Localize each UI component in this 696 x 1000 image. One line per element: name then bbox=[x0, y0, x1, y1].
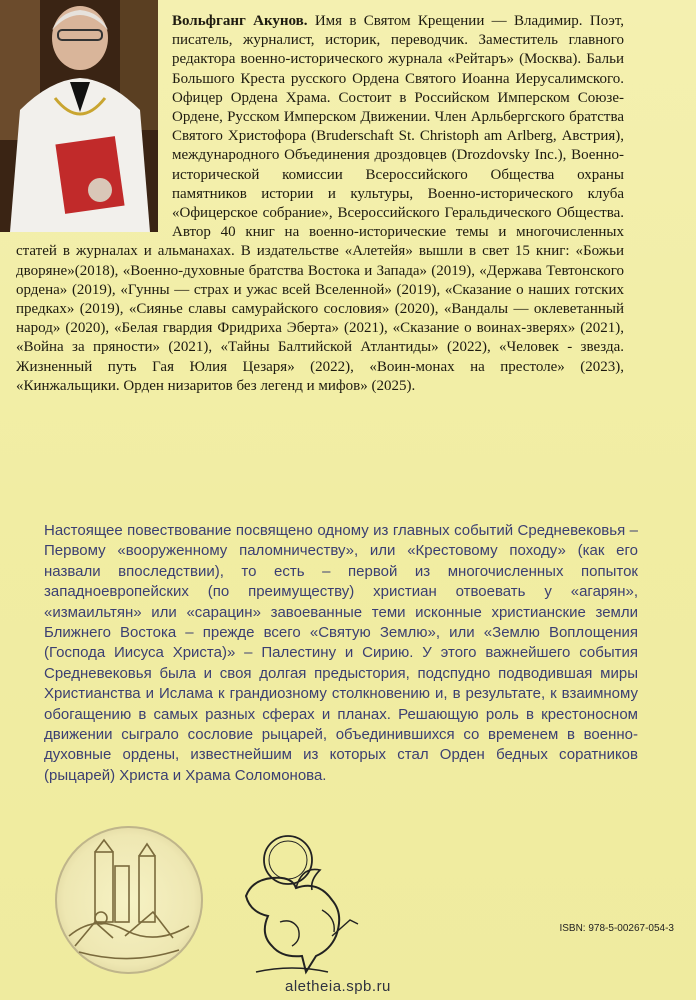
author-portrait-illustration bbox=[0, 0, 158, 232]
griffin-emblem-icon bbox=[232, 826, 382, 976]
author-bio-text: Имя в Святом Крещении — Владимир. Поэт, писатель, журналист, историк, переводчик. Заместитель главного редактора военно-исторического журнала «Рейтаръ» (Москва). Бальи Большого Креста русского Ордена Святого Иоанна Иерусалимского. Офицер Ордена Храма. Состоит в Российском Имперском Союзе-Ордене, Русском Имперском Движении. Член Арльбергского братства Святого Христофора (Bruderschaft St. Christoph am Arlberg, Австрия), международного Объединения дроздовцев (Drozdovsky Inc.), Военно-исторической комиссии Всероссийского Общества охраны памятников истории и культуры, Военно-исторического клуба «Офицерское собрание», Всероссийского Геральдического Общества. Автор 40 книг на военно-исторические темы и многочисленных статей в журналах и альманахах. В издательстве «Алетейя» вышли в свет 15 книг: «Божьи дворяне»(2018), «Военно-духовные братства Востока и Запада» (2019), «Держава Тевтонского ордена» (2019), «Гунны — страх и ужас всей Вселенной» (2019), «Сказание о наших готских предках» (2019), «Сиянье славы самурайского сословия» (2020), «Вандалы — оклеветанный народ» (2020), «Белая гвардия Фридриха Эберта» (2021), «Сказание о воинах-зверях» (2021), «Война за пряности» (2021), «Тайны Балтийской Атлантиды» (2022), «Человек - звезда. Жизненный путь Гая Юлия Цезаря» (2022), «Воин-монах на престоле» (2023), «Кинжальщики. Орден низаритов без легенд и мифов» (2025). bbox=[16, 13, 624, 394]
medieval-seal-image bbox=[55, 826, 203, 974]
knight-castle-illustration bbox=[55, 826, 203, 974]
author-photo bbox=[0, 0, 158, 232]
author-name: Вольфганг Акунов. bbox=[172, 13, 308, 29]
publisher-url: aletheia.spb.ru bbox=[285, 978, 391, 995]
book-synopsis: Настоящее повествование посвящено одному из главных событий Средневековья – Первому «вооруженному паломничеству», или «Крестовому походу» (как его назвали впоследствии), то есть – первой из многочисленных попыток западноевропейских (по преимуществу) христиан отвоевать у «агарян», «измаильтян» или «сарацин» завоеванные теми исконные христианские земли Ближнего Востока – прежде всего «Святую Землю», или «Землю Воплощения (Господа Иисуса Христа)» – Палестину и Сирию. У этого важнейшего события Средневековья была и своя долгая предыстория, подспудно подводившая миры Христианства и Ислама к грандиозному столкновению и, в результате, к взаимному обогащению в самых разных сферах и планах. Решающую роль в крестоносном движении сыграло сословие рыцарей, объединившихся со временем в военно-духовные ордены, известнейшим из которых стал Орден бедных соратников (рыцарей) Христа и Храма Соломонова. bbox=[44, 522, 638, 784]
publisher-logo bbox=[232, 826, 382, 976]
isbn-label: ISBN: 978-5-00267-054-3 bbox=[559, 923, 674, 934]
